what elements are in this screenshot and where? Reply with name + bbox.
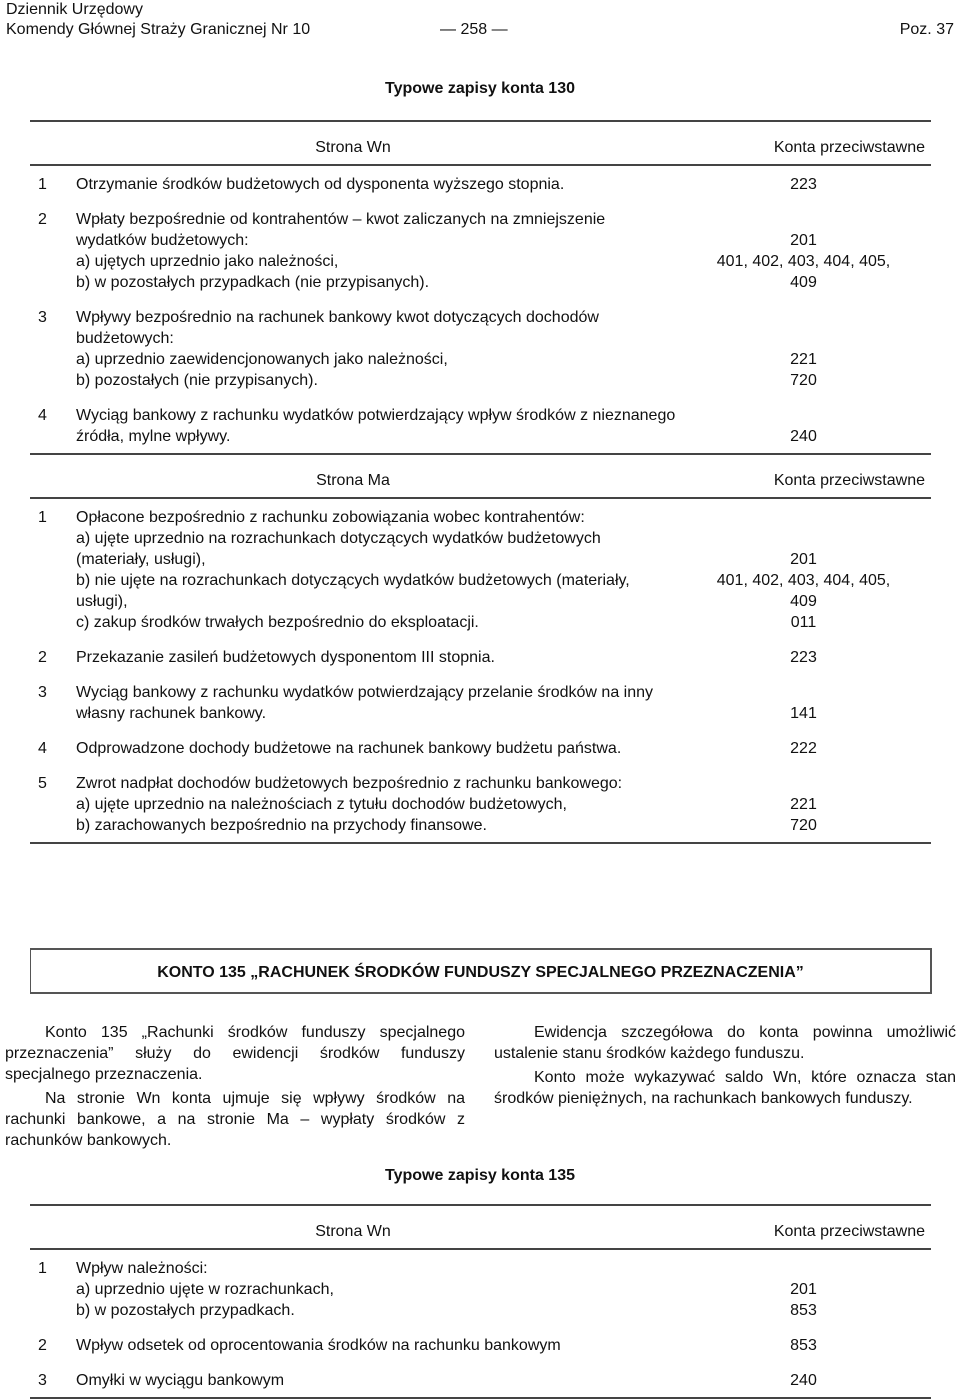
table-135 [30, 1204, 931, 1399]
row-description [76, 299, 676, 397]
account-number: 401, 402, 403, 404, 405, [716, 572, 891, 589]
table-row [30, 765, 931, 843]
counter-accounts-header: Konta przeciwstawne [676, 1205, 931, 1249]
counter-accounts [676, 299, 931, 397]
ma-side-header: Strona Ma [30, 454, 676, 498]
row-description [76, 397, 676, 454]
description-line: Omyłki w wyciągu bankowym [76, 1372, 285, 1389]
paragraph: Konto 135 „Rachunki środków funduszy specjalnego przeznaczenia” służy do ewidencji środków funduszy specjalnego przeznaczenia. [5, 1024, 465, 1083]
description-line: b) pozostałych (nie przypisanych). [76, 372, 318, 389]
counter-accounts [676, 201, 931, 299]
account-number: 409 [790, 274, 817, 291]
right-column [494, 1022, 956, 1112]
account-number: 221 [790, 351, 817, 368]
description-line: a) ujęte uprzednio na rozrachunkach dotyczących wydatków budżetowych (materiały, usługi), [76, 530, 601, 568]
description-line: Wyciąg bankowy z rachunku wydatków potwierdzający przelanie środków na inny własny rachunek bankowy. [76, 684, 654, 722]
table-row [30, 639, 931, 674]
description-line: Wpłaty bezpośrednie od kontrahentów – kwot zaliczanych na zmniejszenie wydatków budżetowych: [76, 211, 606, 249]
counter-accounts [676, 1327, 931, 1362]
description-line: a) ujętych uprzednio jako należności, [76, 253, 339, 270]
description-line: b) zarachowanych bezpośrednio na przychody finansowe. [76, 817, 487, 834]
paragraph: Ewidencja szczegółowa do konta powinna umożliwić ustalenie stanu środków każdego funduszu. [494, 1024, 956, 1062]
table-130 [30, 120, 931, 844]
table-header-wn [30, 121, 931, 165]
description-line: Wpływ odsetek od oprocentowania środków na rachunku bankowym [76, 1337, 561, 1354]
paragraph: Konto może wykazywać saldo Wn, które oznacza stan środków pieniężnych, na rachunkach bankowych funduszy. [494, 1069, 956, 1107]
row-number: 1 [38, 1260, 47, 1277]
row-description [76, 165, 676, 201]
row-number: 4 [38, 740, 47, 757]
account-number: 223 [790, 176, 817, 193]
description-line: Wpływy bezpośrednio na rachunek bankowy kwot dotyczących dochodów budżetowych: [76, 309, 599, 347]
issuer-name: Komendy Głównej Straży Granicznej Nr 10 [6, 21, 311, 38]
counter-accounts [676, 639, 931, 674]
row-number: 2 [38, 211, 47, 228]
description-line: a) uprzednio zaewidencjonowanych jako należności, [76, 351, 448, 368]
table-row [30, 1327, 931, 1362]
account-number: 141 [790, 705, 817, 722]
description-line: Otrzymanie środków budżetowych od dysponenta wyższego stopnia. [76, 176, 565, 193]
row-number: 5 [30, 765, 76, 843]
row-number: 3 [30, 1362, 76, 1398]
table-row [30, 498, 931, 639]
account-number: 853 [790, 1337, 817, 1354]
section-135-heading: KONTO 135 „RACHUNEK ŚRODKÓW FUNDUSZY SPECJALNEGO PRZEZNACZENIA” [30, 948, 932, 994]
counter-accounts-header: Konta przeciwstawne [676, 454, 931, 498]
row-description [76, 639, 676, 674]
row-number: 3 [38, 309, 47, 326]
row-number: 1 [38, 176, 47, 193]
account-number: 240 [790, 1372, 817, 1389]
journal-name: Dziennik Urzędowy [6, 1, 143, 18]
row-description [76, 1327, 676, 1362]
paragraph: Na stronie Wn konta ujmuje się wpływy środków na rachunki bankowe, a na stronie Ma – wypłaty środków z rachunków bankowych. [5, 1090, 465, 1149]
table-row [30, 397, 931, 454]
description-line: Wpływ należności: [76, 1260, 208, 1277]
row-description [76, 674, 676, 730]
counter-accounts [676, 674, 931, 730]
table-row [30, 1362, 931, 1398]
counter-accounts [676, 765, 931, 843]
table-row [30, 201, 931, 299]
account-number: 720 [790, 372, 817, 389]
table-row [30, 299, 931, 397]
account-number: 240 [790, 428, 817, 445]
account-number: 222 [790, 740, 817, 757]
counter-accounts-header: Konta przeciwstawne [676, 121, 931, 165]
page-number: — 258 — [440, 21, 508, 38]
table-header-ma [30, 454, 931, 498]
description-line: b) w pozostałych przypadkach (nie przypisanych). [76, 274, 430, 291]
account-number: 223 [790, 649, 817, 666]
table-row [30, 730, 931, 765]
account-number: 409 [790, 593, 817, 610]
account-number: 201 [790, 551, 817, 568]
description-line: b) w pozostałych przypadkach. [76, 1302, 295, 1319]
account-number: 720 [790, 817, 817, 834]
row-description [76, 1362, 676, 1398]
description-line: b) nie ujęte na rozrachunkach dotyczących wydatków budżetowych (materiały, usługi), [76, 572, 630, 610]
account-number: 401, 402, 403, 404, 405, [716, 253, 891, 270]
table-header-wn [30, 1205, 931, 1249]
description-line: Odprowadzone dochody budżetowe na rachunek bankowy budżetu państwa. [76, 740, 622, 757]
description-line: Wyciąg bankowy z rachunku wydatków potwierdzający wpływ środków z nieznanego źródła, mylne wpływy. [76, 407, 676, 445]
counter-accounts [676, 165, 931, 201]
account-number: 201 [790, 1281, 817, 1298]
counter-accounts [676, 730, 931, 765]
counter-accounts [676, 1362, 931, 1398]
row-description [76, 730, 676, 765]
table-row [30, 1249, 931, 1327]
row-number: 4 [38, 407, 47, 424]
account-number: 011 [790, 614, 817, 631]
left-column [5, 1022, 465, 1154]
wn-side-header: Strona Wn [30, 121, 676, 165]
account-number: 221 [790, 796, 817, 813]
counter-accounts [676, 498, 931, 639]
description-line: a) uprzednio ujęte w rozrachunkach, [76, 1281, 334, 1298]
table-130-title: Typowe zapisy konta 130 [385, 80, 575, 97]
counter-accounts [676, 1249, 931, 1327]
account-number: 853 [790, 1302, 817, 1319]
table-row [30, 674, 931, 730]
position-number: Poz. 37 [899, 21, 954, 38]
row-description [76, 1249, 676, 1327]
account-number: 201 [790, 232, 817, 249]
row-number: 2 [38, 649, 47, 666]
row-description [76, 201, 676, 299]
row-description [76, 765, 676, 843]
description-line: Zwrot nadpłat dochodów budżetowych bezpośrednio z rachunku bankowego: [76, 775, 623, 792]
row-number: 1 [38, 509, 47, 526]
wn-side-header: Strona Wn [30, 1205, 676, 1249]
counter-accounts [676, 397, 931, 454]
row-number: 3 [38, 684, 47, 701]
row-number: 2 [38, 1337, 47, 1354]
description-line: a) ujęte uprzednio na należnościach z tytułu dochodów budżetowych, [76, 796, 567, 813]
table-row [30, 165, 931, 201]
description-line: c) zakup środków trwałych bezpośrednio do eksploatacji. [76, 614, 479, 631]
table-135-title: Typowe zapisy konta 135 [385, 1167, 575, 1184]
row-description [76, 498, 676, 639]
description-line: Opłacone bezpośrednio z rachunku zobowiązania wobec kontrahentów: [76, 509, 585, 526]
description-line: Przekazanie zasileń budżetowych dysponentom III stopnia. [76, 649, 495, 666]
